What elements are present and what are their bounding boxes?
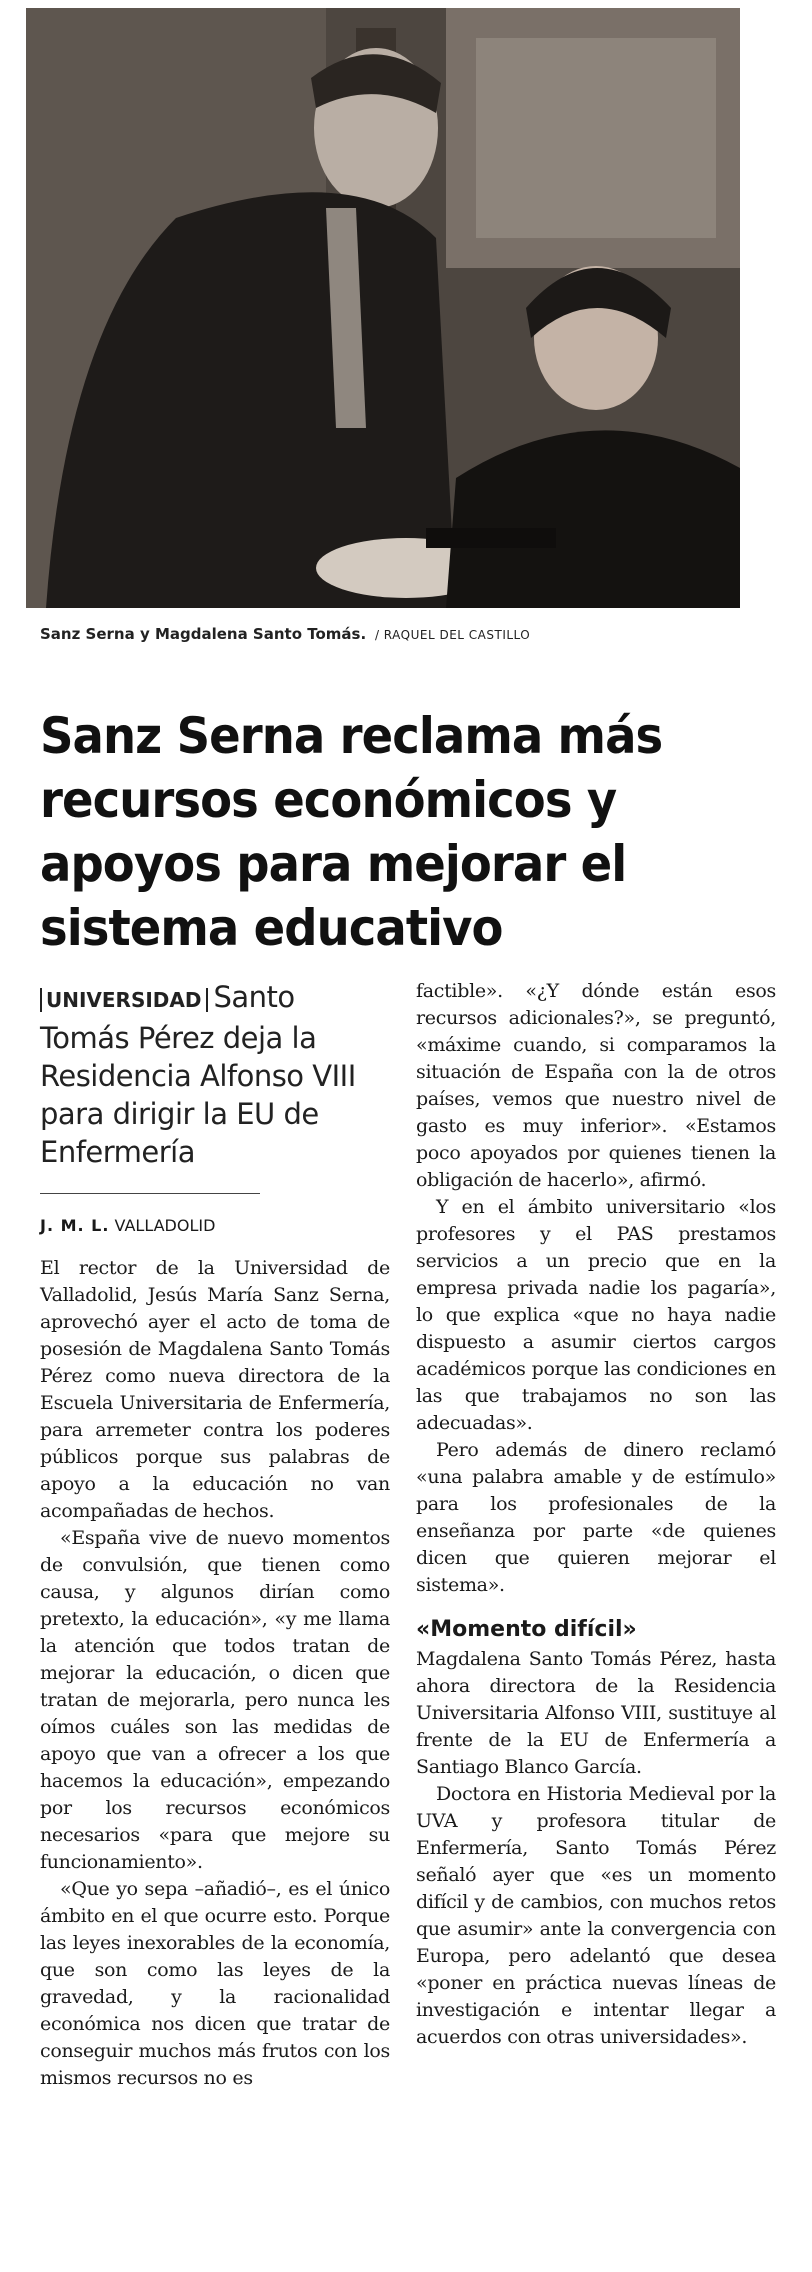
photo-illustration — [26, 8, 740, 608]
paragraph: «España vive de nuevo momentos de convulsión, que tienen como causa, y algunos dirían como pretexto, la educación», «y me llama la atención que todos tratan de mejorar la educación, o dicen que tratan de mejorarla, pero nunca les oímos cuáles son las medidas de apoyo que van a ofrecer a los que hacemos la educación», empezando por los recursos económicos necesarios «para que mejore su funcionamiento». — [40, 1527, 390, 1873]
right-body — [416, 978, 776, 1599]
right-body-2 — [416, 1646, 776, 2051]
paragraph: Pero además de dinero reclamó «una palabra amable y de estímulo» para los profesionales de la enseñanza por parte «de quienes dicen que quieren mejorar el sistema». — [416, 1439, 776, 1596]
paragraph: Y en el ámbito universitario «los profesores y el PAS prestamos servicios a un precio que en la empresa privada nadie los pagaría», lo que explica «que no haya nadie dispuesto a asumir ciertos cargos académicos porque las condiciones en las que trabajamos no son las adecuadas». — [416, 1196, 776, 1434]
photo-caption — [40, 625, 760, 643]
subhead — [40, 978, 390, 1171]
byline-place: VALLADOLID — [114, 1216, 216, 1235]
section-label: UNIVERSIDAD — [40, 988, 208, 1012]
paragraph: El rector de la Universidad de Valladolid, Jesús María Sanz Serna, aprovechó ayer el acto de toma de posesión de Magdalena Santo Tomás Pérez como nueva directora de la Escuela Universitaria de Enfermería, para arremeter contra los poderes públicos porque sus palabras de apoyo a la educación no van acompañadas de hechos. — [40, 1257, 390, 1522]
byline — [40, 1216, 390, 1235]
paragraph: factible». «¿Y dónde están esos recursos adicionales?», se preguntó, «máxime cuando, si comparamos la situación de España con la de otros países, vemos que nuestro nivel de gasto es muy inferior». «Estamos poco apoyados por quienes tienen la obligación de hacerlo», afirmó. — [416, 980, 776, 1191]
paragraph: Magdalena Santo Tomás Pérez, hasta ahora directora de la Residencia Universitaria Alfonso VIII, sustituye al frente de la EU de Enfermería a Santiago Blanco García. — [416, 1648, 776, 1778]
headline: Sanz Serna reclama más recursos económicos y apoyos para mejorar el sistema educativo — [40, 706, 663, 957]
divider — [40, 1193, 260, 1194]
left-column — [40, 978, 390, 2092]
section-subtitle: «Momento difícil» — [416, 1617, 637, 1642]
right-column — [416, 978, 776, 2051]
news-photo — [26, 8, 740, 608]
byline-author: J. M. L. — [40, 1216, 110, 1235]
paragraph: Doctora en Historia Medieval por la UVA y profesora titular de Enfermería, Santo Tomás Pérez señaló ayer que «es un momento difícil y de cambios, con muchos retos que asumir» ante la convergencia con Europa, pero adelantó que desea «poner en práctica nuevas líneas de investigación e intentar llegar a acuerdos con otras universidades». — [416, 1783, 776, 2048]
left-body — [40, 1255, 390, 2092]
subhead-text: Santo Tomás Pérez deja la Residencia Alfonso VIII para dirigir la EU de Enfermería — [40, 980, 356, 1169]
photo-credit: / RAQUEL DEL CASTILLO — [374, 628, 531, 642]
caption-names: Sanz Serna y Magdalena Santo Tomás. — [40, 625, 367, 643]
paragraph: «Que yo sepa –añadió–, es el único ámbito en el que ocurre esto. Porque las leyes inexorables de la economía, que son como las leyes de la gravedad, y la racionalidad económica nos dicen que tratar de conseguir muchos más frutos con los mismos recursos no es — [40, 1878, 390, 2089]
